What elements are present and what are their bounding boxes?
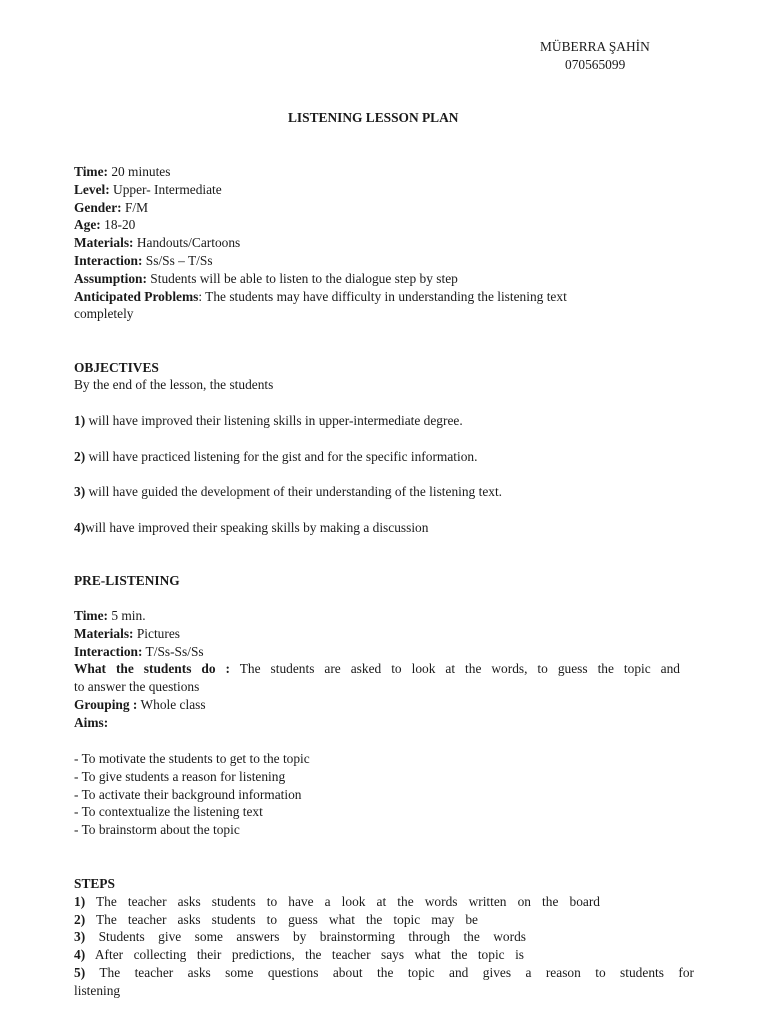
objective-item: 1) will have improved their listening skills in upper-intermediate degree. xyxy=(74,413,463,428)
pre-listening-interaction: Interaction: T/Ss-Ss/Ss xyxy=(74,643,204,659)
info-anticipated-problems: Anticipated Problems: The students may have difficulty in understanding the listening text xyxy=(74,288,567,304)
pre-listening-grouping: Grouping : Whole class xyxy=(74,696,206,712)
step-continuation: listening xyxy=(74,982,121,998)
objective-item: 3) will have guided the development of their understanding of the listening text. xyxy=(74,484,503,499)
document-title: LISTENING LESSON PLAN xyxy=(288,110,459,125)
aim-item: - To contextualize the listening text xyxy=(74,804,263,820)
lesson-info xyxy=(74,163,567,323)
info-materials: Materials: Handouts/Cartoons xyxy=(74,235,241,251)
step-item: 1) The teacher asks students to have a look at the words written on the board xyxy=(74,893,600,909)
aim-item: - To motivate the students to get to the topic xyxy=(74,751,310,766)
objective-item: 2) will have practiced listening for the gist and for the specific information. xyxy=(74,449,478,464)
pre-listening-block xyxy=(74,607,680,732)
steps-heading: STEPS xyxy=(74,876,115,891)
pre-listening-time: Time: 5 min. xyxy=(74,608,146,623)
info-gender: Gender: F/M xyxy=(74,199,149,215)
author-id: 070565099 xyxy=(565,57,626,72)
aim-item: - To brainstorm about the topic xyxy=(74,822,240,838)
aims-list xyxy=(74,750,310,839)
info-level: Level: Upper- Intermediate xyxy=(74,181,222,197)
pre-listening-aims-label: Aims: xyxy=(74,714,109,730)
info-assumption: Assumption: Students will be able to listen to the dialogue step by step xyxy=(74,270,458,286)
objective-item: 4)will have improved their speaking skills by making a discussion xyxy=(74,520,429,535)
pre-listening-heading: PRE-LISTENING xyxy=(74,573,180,588)
pre-listening-what-continuation: to answer the questions xyxy=(74,679,200,695)
steps-block xyxy=(74,875,694,1000)
step-item: 2) The teacher asks students to guess what the topic may be xyxy=(74,911,478,927)
pre-listening-materials: Materials: Pictures xyxy=(74,625,180,641)
aim-item: - To activate their background information xyxy=(74,786,302,802)
pre-listening-what-students-do: What the students do : The students are asked to look at the words, to guess the topic and xyxy=(74,661,680,677)
step-item: 3) Students give some answers by brainstorming through the words xyxy=(74,929,526,945)
step-item: 5) The teacher asks some questions about the topic and gives a reason to students for xyxy=(74,964,694,980)
step-item: 4) After collecting their predictions, the teacher says what the topic is xyxy=(74,947,524,963)
objectives-heading: OBJECTIVES xyxy=(74,360,159,375)
author-name: MÜBERRA ŞAHİN xyxy=(540,39,650,54)
aim-item: - To give students a reason for listening xyxy=(74,768,286,784)
info-age: Age: 18-20 xyxy=(74,217,136,233)
info-time: Time: 20 minutes xyxy=(74,164,171,179)
objectives-intro: By the end of the lesson, the students xyxy=(74,377,274,392)
info-interaction: Interaction: Ss/Ss – T/Ss xyxy=(74,252,213,268)
info-continuation: completely xyxy=(74,306,134,322)
